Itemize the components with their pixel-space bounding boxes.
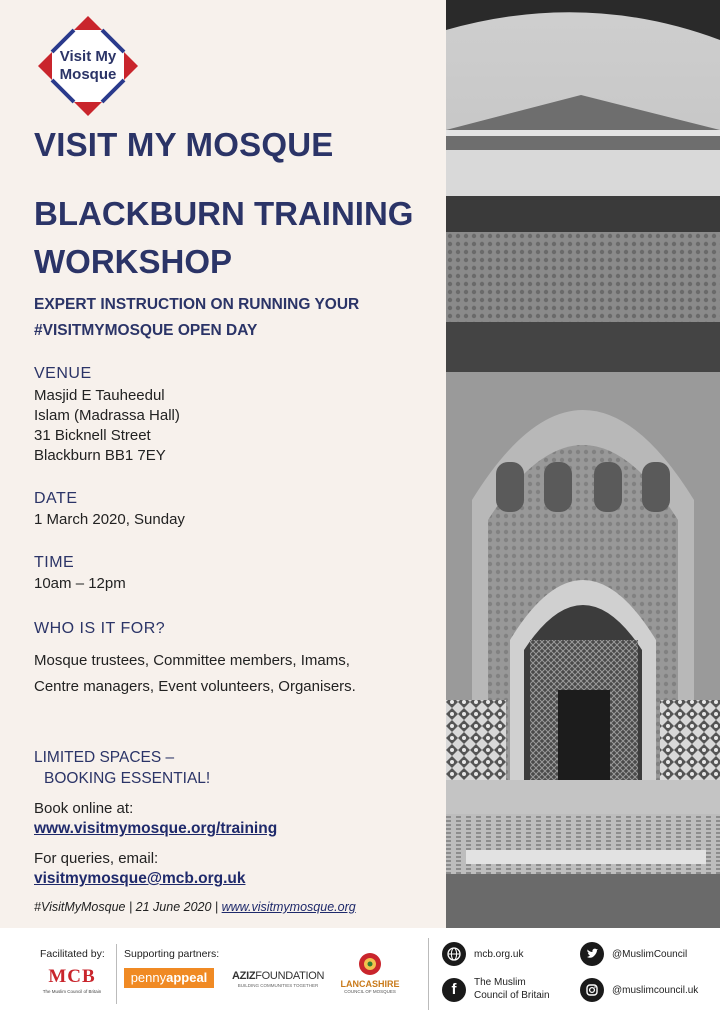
- logo-line-1: Visit My: [59, 48, 117, 65]
- globe-icon: [442, 942, 466, 966]
- instagram-handle[interactable]: @muslimcouncil.uk: [612, 985, 699, 996]
- lancashire-council-logo: [336, 952, 404, 994]
- aziz-logo-bold: AZIZ: [232, 970, 256, 982]
- limited-spaces-notice: [34, 747, 210, 789]
- limited-line-1: LIMITED SPACES –: [34, 749, 175, 766]
- venue-address: [34, 386, 180, 466]
- facebook-text[interactable]: [474, 976, 550, 1002]
- rose-icon: [358, 952, 382, 976]
- aziz-foundation-logo: [232, 970, 324, 988]
- poster-subtitle: BLACKBURN TRAINING WORKSHOP: [34, 195, 414, 280]
- lancashire-logo-subtitle: COUNCIL OF MOSQUES: [344, 989, 396, 994]
- twitter-handle[interactable]: @MuslimCouncil: [612, 949, 688, 960]
- date-value: 1 March 2020, Sunday: [34, 511, 185, 528]
- visit-my-mosque-logo: [36, 14, 140, 118]
- venue-line: Masjid E Tauheedul: [34, 387, 165, 404]
- footer-line: [34, 900, 356, 914]
- aziz-logo-light: FOUNDATION: [255, 970, 325, 982]
- logo-line-2: Mosque: [59, 66, 117, 83]
- twitter-icon[interactable]: [580, 942, 604, 966]
- facebook-icon[interactable]: f: [442, 978, 466, 1002]
- lancashire-logo-name: LANCASHIRE: [340, 979, 400, 989]
- time-value: 10am – 12pm: [34, 575, 126, 592]
- logo-text: [36, 48, 140, 84]
- supporting-label: Supporting partners:: [124, 948, 220, 960]
- booking-link[interactable]: www.visitmymosque.org/training: [34, 820, 278, 837]
- limited-line-2: BOOKING ESSENTIAL!: [44, 770, 211, 787]
- penny-logo-bold: appeal: [166, 970, 208, 985]
- audience-text: Mosque trustees, Committee members, Imams, Centre managers, Event volunteers, Organisers.: [34, 652, 356, 695]
- penny-logo-light: penny: [130, 970, 167, 985]
- time-label: TIME: [34, 554, 75, 571]
- mcb-logo-subtitle: The Muslim Council of Britain: [42, 989, 102, 994]
- partners-footer: [0, 928, 720, 1019]
- poster-tagline: EXPERT INSTRUCTION ON RUNNING YOUR #VISITMYMOSQUE OPEN DAY: [34, 296, 360, 339]
- footer-prefix: #VisitMyMosque | 21 June 2020 |: [34, 900, 222, 914]
- venue-line: Blackburn BB1 7EY: [34, 447, 166, 464]
- mosque-courtyard-photo: [446, 0, 720, 928]
- facebook-line-2: Council of Britain: [474, 990, 550, 1001]
- date-label: DATE: [34, 490, 78, 507]
- facebook-line-1: The Muslim: [474, 977, 526, 988]
- email-link[interactable]: visitmymosque@mcb.org.uk: [34, 870, 246, 887]
- penny-appeal-logo: [124, 968, 214, 988]
- divider: [116, 944, 117, 1004]
- website-text[interactable]: mcb.org.uk: [474, 949, 524, 960]
- venue-label: VENUE: [34, 365, 92, 382]
- venue-line: 31 Bicknell Street: [34, 427, 151, 444]
- poster-title: VISIT MY MOSQUE: [34, 126, 334, 163]
- mcb-logo: [40, 966, 104, 994]
- aziz-logo-subtitle: BUILDING COMMUNITIES TOGETHER: [237, 983, 319, 988]
- divider: [428, 938, 429, 1010]
- booking-label: Book online at:: [34, 800, 134, 817]
- venue-line: Islam (Madrassa Hall): [34, 407, 180, 424]
- mcb-logo-letters: MCB: [48, 966, 96, 987]
- queries-label: For queries, email:: [34, 850, 159, 867]
- instagram-icon[interactable]: [580, 978, 604, 1002]
- mosque-arch-illustration: [446, 0, 720, 928]
- footer-website-link[interactable]: www.visitmymosque.org: [221, 900, 356, 914]
- facilitated-label: Facilitated by:: [40, 948, 105, 960]
- audience-label: WHO IS IT FOR?: [34, 620, 166, 637]
